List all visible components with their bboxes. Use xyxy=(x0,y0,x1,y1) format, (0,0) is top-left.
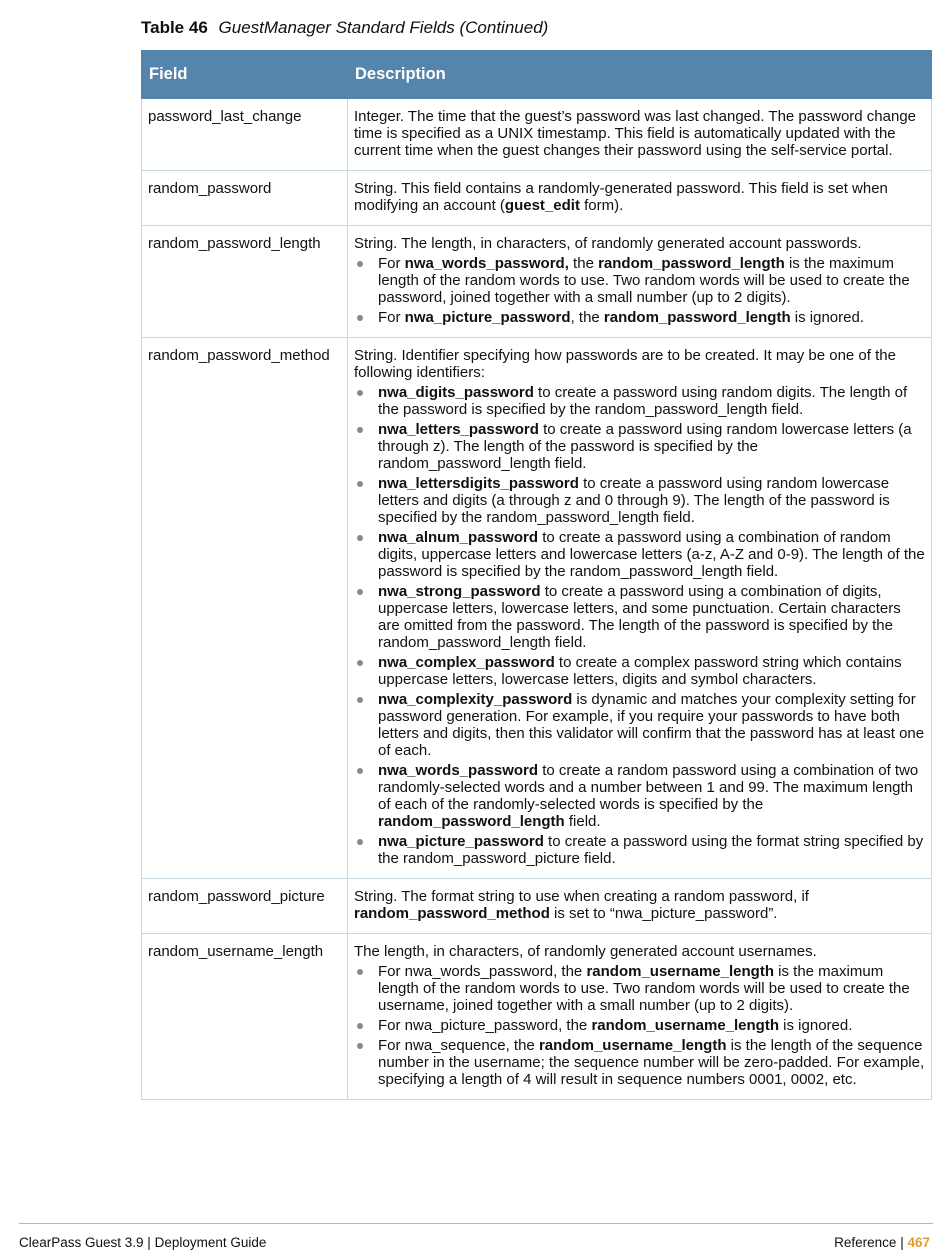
text-run: String. The format string to use when creating a random password, if xyxy=(354,888,809,905)
text-run: is dynamic and matches your complexity setting for password generation. For example, if you require your passwords to have both letters and digits, then this validator will confirm that the password has at least one of each. xyxy=(378,691,925,759)
field-name: random_password_length xyxy=(142,226,348,338)
bold-term: random_password_length xyxy=(598,255,785,272)
bold-term: nwa_words_password, xyxy=(404,255,569,272)
field-name: random_password_picture xyxy=(142,879,348,934)
text-run: the xyxy=(568,255,599,272)
bold-term: random_password_method xyxy=(354,905,550,922)
bold-term: nwa_complexity_password xyxy=(378,691,573,708)
text-run: is the maximum length of the random words to use. Two random words will be used to create the username, joined together with a small number (up to 2 digits). xyxy=(378,963,910,1014)
text-run: to create a password using random lowercase letters (a through z). The length of the password is specified by the random_password_length field. xyxy=(378,421,912,472)
bold-term: nwa_words_password xyxy=(378,762,539,779)
description-text xyxy=(354,108,925,159)
description-text xyxy=(354,888,925,922)
text-run: The length, in characters, of randomly generated account usernames. xyxy=(354,943,817,960)
bullet-item xyxy=(354,833,925,867)
text-run: For nwa_picture_password, the xyxy=(378,1017,592,1034)
bullet-item xyxy=(354,1037,925,1088)
bullet-item xyxy=(354,384,925,418)
footer-page-info xyxy=(834,1235,930,1250)
text-run: String. The length, in characters, of randomly generated account passwords. xyxy=(354,235,862,252)
description-text xyxy=(354,943,925,960)
header-description: Description xyxy=(348,51,932,99)
text-run: to create a password using the format string specified by the random_password_picture field. xyxy=(378,833,924,867)
bullet-item xyxy=(354,421,925,472)
field-name: password_last_change xyxy=(142,99,348,171)
bold-term: nwa_picture_password xyxy=(404,309,571,326)
bold-term: nwa_digits_password xyxy=(378,384,534,401)
page-number: 467 xyxy=(907,1235,930,1250)
text-run: is ignored. xyxy=(779,1017,853,1034)
table-row xyxy=(142,338,932,879)
text-run: to create a password using random lowercase letters and digits (a through z and 0 through 9). The length of the password is specified by the random_password_length field. xyxy=(378,475,890,526)
bullet-item xyxy=(354,309,925,326)
bold-term: random_password_length xyxy=(603,309,791,326)
field-description xyxy=(348,226,932,338)
field-description xyxy=(348,879,932,934)
table-number: Table 46 xyxy=(141,18,208,37)
table-row xyxy=(142,879,932,934)
text-run: to create a random password using a combination of two randomly-selected words and a number between 1 and 99. The maximum length of each of the randomly-selected words is specified by the xyxy=(378,762,919,813)
text-run: is the maximum length of the random words to use. Two random words will be used to create the password, joined together with a small number (up to 2 digits). xyxy=(378,255,910,306)
bullet-item xyxy=(354,691,925,759)
footer-section: Reference | xyxy=(834,1235,904,1250)
field-description xyxy=(348,338,932,879)
text-run: For nwa_sequence, the xyxy=(378,1037,539,1054)
table-header-row xyxy=(142,51,932,99)
table-body xyxy=(142,99,932,1100)
text-run: form). xyxy=(579,197,624,214)
description-text xyxy=(354,180,925,214)
table-caption xyxy=(141,18,548,38)
text-run: String. Identifier specifying how passwords are to be created. It may be one of the following identifiers: xyxy=(354,347,896,381)
footer-doc-title: ClearPass Guest 3.9 | Deployment Guide xyxy=(19,1235,267,1250)
bold-term: random_username_length xyxy=(591,1017,780,1034)
text-run: is set to “nwa_picture_password”. xyxy=(549,905,778,922)
description-text xyxy=(354,235,925,252)
table-row xyxy=(142,171,932,226)
text-run: to create a complex password string which contains uppercase letters, lowercase letters, digits and symbol characters. xyxy=(378,654,902,688)
bold-term: nwa_alnum_password xyxy=(378,529,539,546)
bullet-list xyxy=(354,255,925,326)
bold-term: nwa_letters_password xyxy=(378,421,539,438)
table-title: GuestManager Standard Fields (Continued) xyxy=(218,18,549,37)
bullet-item xyxy=(354,1017,925,1034)
text-run: Integer. The time that the guest’s password was last changed. The password change time is specified as a UNIX timestamp. This field is automatically updated with the current time when the guest changes their password using the self-service portal. xyxy=(354,108,917,159)
bullet-item xyxy=(354,654,925,688)
table-row xyxy=(142,934,932,1100)
bullet-item xyxy=(354,475,925,526)
text-run: to create a password using random digits. The length of the password is specified by the random_password_length field. xyxy=(378,384,908,418)
field-name: random_password_method xyxy=(142,338,348,879)
description-text xyxy=(354,347,925,381)
bullet-list xyxy=(354,384,925,867)
bold-term: guest_edit xyxy=(504,197,580,214)
text-run: For nwa_words_password, the xyxy=(378,963,587,980)
text-run: String. This field contains a randomly-generated password. This field is set when modifying an account ( xyxy=(354,180,888,214)
table-row xyxy=(142,226,932,338)
header-field: Field xyxy=(142,51,348,99)
field-description xyxy=(348,171,932,226)
bullet-item xyxy=(354,255,925,306)
text-run: to create a password using a combination of random digits, uppercase letters and lowercase letters (a-z, A-Z and 0-9). The length of the password is specified by the random_password_length field. xyxy=(378,529,925,580)
table-row xyxy=(142,99,932,171)
bold-term: nwa_picture_password xyxy=(378,833,544,850)
bold-term: random_username_length xyxy=(538,1037,727,1054)
bold-term: nwa_lettersdigits_password xyxy=(378,475,579,492)
text-run: is the length of the sequence number in the username; the sequence number will be zero-padded. For example, specifying a length of 4 will result in sequence numbers 0001, 0002, etc. xyxy=(378,1037,925,1088)
bullet-item xyxy=(354,762,925,830)
bullet-item xyxy=(354,583,925,651)
field-name: random_password xyxy=(142,171,348,226)
fields-table xyxy=(141,50,932,1100)
footer-rule xyxy=(19,1223,933,1224)
text-run: field. xyxy=(564,813,601,830)
text-run: is ignored. xyxy=(790,309,864,326)
bullet-list xyxy=(354,963,925,1088)
bullet-item xyxy=(354,963,925,1014)
field-description xyxy=(348,934,932,1100)
bullet-item xyxy=(354,529,925,580)
bold-term: nwa_strong_password xyxy=(378,583,541,600)
field-description xyxy=(348,99,932,171)
bold-term: random_username_length xyxy=(586,963,774,980)
bold-term: nwa_complex_password xyxy=(378,654,555,671)
bold-term: random_password_length xyxy=(378,813,565,830)
text-run: For xyxy=(378,309,405,326)
field-name: random_username_length xyxy=(142,934,348,1100)
text-run: For xyxy=(378,255,405,272)
text-run: to create a password using a combination of digits, uppercase letters, lowercase letters, and some punctuation. Certain characters are omitted from the password. The length of the password is specified by the random_password_length field. xyxy=(378,583,901,651)
text-run: , the xyxy=(570,309,604,326)
